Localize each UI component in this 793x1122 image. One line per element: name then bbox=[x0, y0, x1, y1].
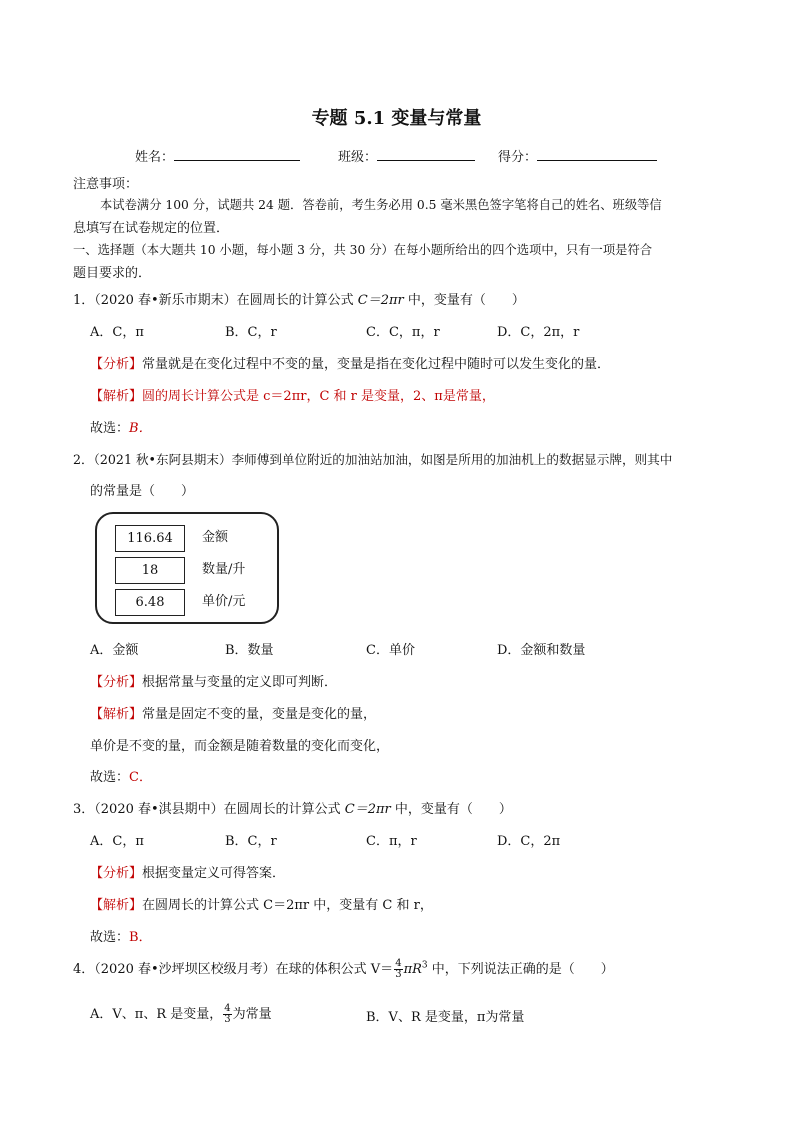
analysis-tag: 【分析】 bbox=[90, 675, 143, 690]
q3-stem-pre: 3．（2020 春•淇县期中）在圆周长的计算公式 bbox=[73, 802, 345, 817]
notice-text-1: 本试卷满分 100 分，试题共 24 题．答卷前，考生务必用 0.5 毫米黑色签字笔将自己的姓名、班级等信 bbox=[100, 198, 662, 212]
q4-frac-den: 3 bbox=[395, 969, 402, 980]
class-label: 班级： bbox=[338, 150, 378, 165]
q1-formula: C＝2πr bbox=[357, 293, 404, 308]
class-blank[interactable] bbox=[377, 148, 475, 161]
volume-label: 数量/升 bbox=[202, 562, 246, 577]
q2-option-b[interactable]: B．数量 bbox=[225, 643, 274, 658]
q4-option-a[interactable] bbox=[90, 1003, 272, 1025]
q2-option-a[interactable]: A．金额 bbox=[90, 643, 139, 658]
q3-analysis bbox=[90, 862, 285, 881]
answer-label: 故选： bbox=[90, 421, 130, 436]
q2-solution-2: 单价是不变的量，而金额是随着数量的变化而变化， bbox=[90, 739, 390, 754]
answer-label: 故选： bbox=[90, 770, 130, 785]
q1-option-c[interactable]: C．C，π，r bbox=[366, 325, 440, 340]
q4-option-a-fraction bbox=[223, 1004, 231, 1025]
q4-formula-mid: πR bbox=[403, 962, 422, 977]
q1-stem bbox=[73, 289, 525, 308]
fuel-display-panel bbox=[95, 512, 279, 624]
q4-opt-frac-den: 3 bbox=[224, 1014, 231, 1025]
q1-option-b[interactable]: B．C，r bbox=[225, 325, 277, 340]
amount-value-box: 116.64 bbox=[115, 525, 185, 552]
q1-option-d[interactable]: D．C，2π，r bbox=[497, 325, 580, 340]
q1-solution-text: 圆的周长计算公式是 c＝2πr，C 和 r 是变量，2、π是常量， bbox=[142, 389, 495, 404]
q2-analysis bbox=[90, 671, 337, 690]
q1-solution bbox=[90, 385, 495, 404]
name-field[interactable] bbox=[135, 146, 300, 165]
q2-stem-2: 的常量是（ ） bbox=[90, 484, 195, 499]
q1-analysis bbox=[90, 353, 610, 372]
q3-formula: C＝2πr bbox=[344, 802, 391, 817]
q3-stem-post: 中，变量有（ ） bbox=[390, 802, 512, 817]
q1-analysis-text: 常量就是在变化过程中不变的量，变量是指在变化过程中随时可以发生变化的量． bbox=[142, 357, 611, 372]
q2-solution-text: 常量是固定不变的量，变量是变化的量， bbox=[142, 707, 377, 722]
q4-stem-pre: 4．（2020 春•沙坪坝区校级月考）在球的体积公式 V＝ bbox=[73, 962, 394, 977]
q2-solution bbox=[90, 703, 376, 722]
notice-heading: 注意事项： bbox=[73, 177, 139, 192]
q1-answer bbox=[90, 417, 152, 436]
q2-answer-value: C． bbox=[129, 770, 152, 785]
q3-option-c[interactable]: C．π，r bbox=[366, 834, 417, 849]
q3-option-b[interactable]: B．C，r bbox=[225, 834, 277, 849]
q2-answer bbox=[90, 766, 152, 785]
q3-solution bbox=[90, 894, 433, 913]
solution-tag: 【解析】 bbox=[90, 707, 143, 722]
volume-value-box: 18 bbox=[115, 557, 185, 584]
section-heading-2: 题目要求的． bbox=[73, 266, 152, 281]
name-blank[interactable] bbox=[174, 148, 300, 161]
answer-label: 故选： bbox=[90, 930, 130, 945]
price-label: 单价/元 bbox=[202, 594, 246, 609]
q3-analysis-text: 根据变量定义可得答案． bbox=[142, 866, 286, 881]
page-title: 专题 5.1 变量与常量 bbox=[311, 108, 482, 129]
q1-option-a[interactable]: A．C，π bbox=[90, 325, 144, 340]
section-heading-1: 一、选择题（本大题共 10 小题，每小题 3 分，共 30 分）在每小题所给出的四个选项中，只有一项是符合 bbox=[73, 243, 653, 257]
q3-option-a[interactable]: A．C，π bbox=[90, 834, 144, 849]
q4-option-b[interactable]: B．V、R 是变量，π为常量 bbox=[366, 1010, 525, 1025]
q3-answer bbox=[90, 926, 152, 945]
q4-formula-sup: 3 bbox=[421, 960, 428, 971]
q3-option-d[interactable]: D．C，2π bbox=[497, 834, 561, 849]
q1-answer-value: B． bbox=[129, 421, 152, 436]
analysis-tag: 【分析】 bbox=[90, 866, 143, 881]
q4-stem bbox=[73, 958, 614, 980]
score-label: 得分： bbox=[498, 150, 538, 165]
q4-option-a-pre: A．V、π、R 是变量， bbox=[90, 1007, 223, 1022]
q1-stem-post: 中，变量有（ ） bbox=[403, 293, 525, 308]
price-value-box: 6.48 bbox=[115, 589, 185, 616]
class-field[interactable] bbox=[338, 146, 475, 165]
q4-opt-frac-num: 4 bbox=[224, 1003, 231, 1014]
notice-text-2: 息填写在试卷规定的位置． bbox=[73, 221, 230, 236]
score-blank[interactable] bbox=[537, 148, 657, 161]
analysis-tag: 【分析】 bbox=[90, 357, 143, 372]
amount-label: 金额 bbox=[202, 530, 229, 545]
name-label: 姓名： bbox=[135, 150, 175, 165]
score-field[interactable] bbox=[498, 146, 657, 165]
q2-analysis-text: 根据常量与变量的定义即可判断． bbox=[142, 675, 338, 690]
q4-stem-post: 中，下列说法正确的是（ ） bbox=[427, 962, 614, 977]
solution-tag: 【解析】 bbox=[90, 898, 143, 913]
q2-option-d[interactable]: D．金额和数量 bbox=[497, 643, 586, 658]
q2-option-c[interactable]: C．单价 bbox=[366, 643, 415, 658]
solution-tag: 【解析】 bbox=[90, 389, 143, 404]
q1-stem-pre: 1．（2020 春•新乐市期末）在圆周长的计算公式 bbox=[73, 293, 358, 308]
q4-frac-num: 4 bbox=[395, 958, 402, 969]
q3-stem bbox=[73, 798, 512, 817]
q4-option-a-post: 为常量 bbox=[232, 1007, 272, 1022]
q2-stem-1: 2．（2021 秋•东阿县期末）李师傅到单位附近的加油站加油，如图是所用的加油机上的数据显示牌，则其中 bbox=[73, 452, 673, 467]
q3-answer-value: B． bbox=[129, 930, 152, 945]
q3-solution-text: 在圆周长的计算公式 C＝2πr 中，变量有 C 和 r， bbox=[142, 898, 433, 913]
q4-fraction bbox=[394, 959, 402, 980]
